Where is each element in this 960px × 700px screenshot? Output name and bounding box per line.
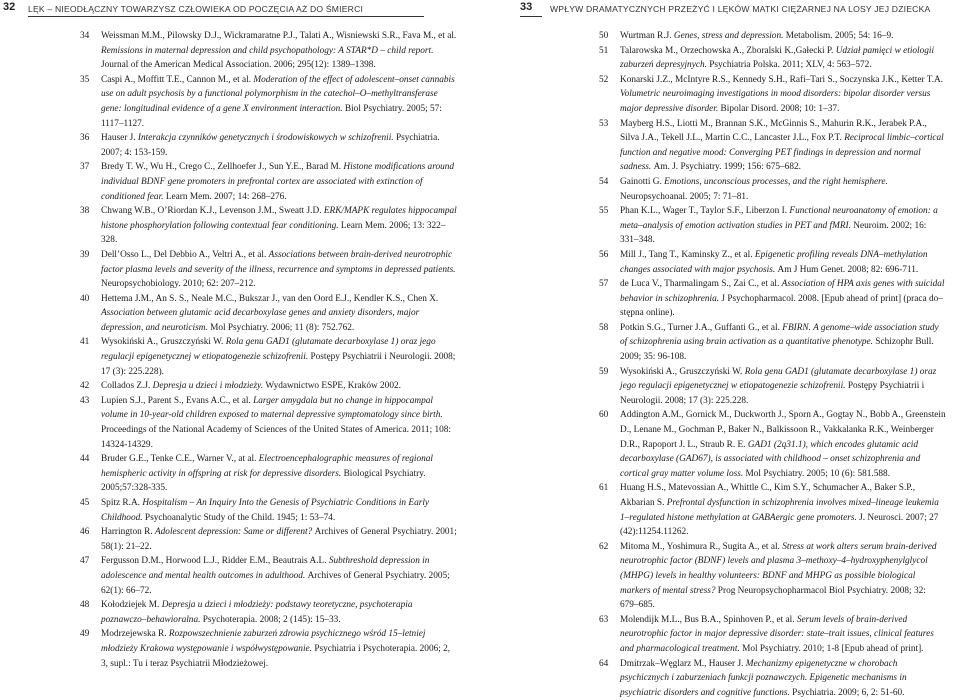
reference-title: FBIRN. A genome–wide association study of schizophrenia using brain activation as a quantitative phenotype.: [620, 322, 939, 348]
reference-citation: Psychiatria Polska. 2011; XLV, 4: 563–572.: [709, 60, 872, 71]
reference-citation: J. Neurosci. 2007; 27 (42):11254.11262.: [620, 512, 939, 538]
reference-number: 42: [80, 381, 90, 392]
reference-citation: Molendijk M.L., Bus B.A., Spinhoven P., et al.: [620, 614, 797, 625]
reference-text: [620, 177, 888, 202]
reference-text: [620, 250, 927, 275]
reference-title: Genes, stress and depression.: [673, 31, 786, 41]
reference-item: [599, 117, 946, 175]
reference-citation: Potkin S.G., Turner J.A., Guffanti G., et al.: [620, 322, 783, 333]
reference-text: [620, 659, 907, 698]
reference-item: [599, 408, 946, 481]
reference-item: [80, 160, 458, 204]
reference-title: Epigenetic profiling reveals DNA–methylation changes associated with major psychosis.: [620, 249, 928, 275]
reference-number: 37: [80, 162, 90, 173]
reference-item: [80, 292, 458, 336]
reference-citation: Prog Neuropsychopharmacol Biol Psychiatry. 2008; 32: 679–685.: [620, 585, 926, 611]
reference-number: 63: [599, 614, 609, 625]
reference-number: 47: [80, 556, 90, 567]
reference-citation: Bipolar Disord. 2008; 10: 1–37.: [720, 103, 840, 114]
page-number: 33: [520, 1, 533, 13]
reference-citation: Am. J. Psychiatry. 1999; 156: 675–682.: [653, 162, 801, 173]
reference-citation: Hettema J.M., An S. S., Neale M.C., Bukszar J., van den Oord E.J., Kendler K.S., Chen X.: [101, 293, 439, 304]
reference-citation: Metabolism. 2005; 54: 16–9.: [785, 31, 894, 41]
reference-item: [599, 248, 946, 277]
reference-item: [80, 554, 458, 598]
reference-item: [80, 394, 458, 452]
reference-item: [80, 131, 458, 160]
running-header: [480, 0, 960, 20]
reference-item: [599, 540, 946, 613]
reference-citation: Proceedings of the National Academy of Sciences of the United States of America. 2011; 108: 14324-14329.: [101, 425, 452, 450]
reference-citation: Neuroim. 2002; 16: 331–348.: [620, 220, 927, 246]
reference-citation: Dmitrzak–Węglarz M., Hauser J.: [620, 658, 746, 669]
reference-title: Reciprocal limbic–cortical function and negative mood: Converging PET findings in depression and normal sadness.: [620, 133, 944, 173]
reference-item: [80, 525, 458, 554]
reference-number: 39: [80, 249, 90, 260]
reference-item: [80, 598, 458, 627]
reference-number: 60: [599, 410, 609, 421]
reference-citation: Archives of General Psychiatry. 2001; 58(1): 21–22.: [101, 527, 457, 552]
reference-title: Rola genu GAD1 (glutamate decarboxylase 1) oraz jego regulacji epigenetycznej w etiopatogenezie schizofrenii.: [101, 337, 436, 363]
reference-number: 34: [80, 31, 90, 41]
reference-citation: Addington A.M., Gornick M., Duckworth J., Sporn A., Gogtay N., Bobb A., Greenstein D., Lenane M., Gochman P., Baker N., Balkissoon R., Vakkalanka R.K., Weinberger D.R., Rapoport J. L., Straub R. E.: [620, 410, 946, 450]
reference-item: [80, 496, 458, 525]
reference-text: [620, 75, 943, 114]
reference-number: 38: [80, 206, 90, 217]
reference-title: Adolescent depression: Same or different?: [154, 527, 315, 538]
reference-text: [101, 556, 450, 595]
reference-title: Histone modifications around individual BDNF gene promoters in prefrontal cortex are associated with extinction of conditioned fear.: [101, 162, 455, 202]
reference-citation: Schizophr Bull. 2009; 35: 96-108.: [620, 337, 934, 363]
reference-item: [599, 29, 946, 44]
reference-list: [80, 29, 458, 671]
reference-citation: Wurtman R.J.: [620, 31, 674, 41]
reference-item: [599, 44, 946, 73]
reference-citation: Talarowska M., Orzechowska A., Zboralski K.,Gałecki P.: [620, 45, 836, 56]
reference-text: [101, 337, 455, 376]
reference-title: Prefrontal dysfunction in schizophrenia involves mixed–lineage leukemia 1–regulated histone methylation at GABAergic gene promoters.: [620, 498, 939, 523]
reference-citation: Phan K.L., Wager T., Taylor S.F., Liberzon I.: [620, 206, 790, 217]
reference-citation: Gainotti G.: [620, 176, 665, 187]
reference-text: [101, 454, 433, 493]
reference-citation: Weissman M.M., Pilowsky D.J., Wickramaratne P.J., Talati A., Wisniewski S.R., Fava M., et al.: [101, 31, 457, 41]
reference-title: Mechanizmy epigenetyczne w chorobach psychicznych i zaburzeniach funkcji poznawczych. Epigenetic mechanisms in psychiatric disorders and cognitive functions.: [620, 658, 907, 698]
reference-number: 51: [599, 45, 609, 56]
reference-title: Volumetric neuroimaging investigations in mood disorders: bipolar disorder versus major depressive disorder.: [620, 89, 931, 114]
reference-citation: Postępy Psychiatrii i Neurologii. 2008; 17 (3): 225.228).: [101, 352, 456, 377]
reference-title: Serum levels of brain-derived neurotrophic factor in major depressive disorder: state–trait issues, clinical features and pharmacological treatment.: [620, 614, 934, 654]
reference-text: [620, 46, 934, 71]
reference-item: [599, 73, 946, 117]
reference-title: Remissions in maternal depression and child psychopathology: A STAR*D – child report.: [101, 45, 434, 56]
reference-item: [599, 481, 946, 539]
reference-citation: Wysokiński A., Gruszczyński W.: [620, 366, 745, 377]
reference-text: [620, 542, 937, 610]
reference-title: Rola genu GAD1 (glutamate decarboxylase 1) oraz jego regulacji epigenetycznej w etiopatogenezie schizofrenii.: [620, 366, 937, 392]
reference-title: Associations between brain-derived neurotrophic factor plasma levels and severity of the illness, recurrence and symptoms in depressed patients.: [101, 249, 456, 275]
reference-citation: Wysokiński A., Gruszczyński W.: [101, 337, 226, 348]
reference-citation: Biological Psychiatry. 2005;57:328-335.: [101, 468, 426, 494]
reference-citation: Hauser J.: [101, 133, 138, 144]
reference-text: [101, 294, 438, 333]
reference-citation: Mol Psychiatry. 2006; 11 (8): 752.762.: [210, 322, 355, 333]
reference-text: [620, 367, 936, 406]
reference-title: Depresja u dzieci i młodzieży.: [152, 381, 266, 392]
reference-title: Association between glutamic acid decarboxylase genes and anxiety disorders, major depression, and neuroticism.: [101, 308, 420, 333]
reference-citation: Fergusson D.M., Horwood L.J., Ridder E.M., Beautrais A.L.: [101, 556, 329, 567]
reference-citation: Mitoma M., Yoshimura R., Sugita A., et al.: [620, 541, 783, 552]
reference-item: [80, 204, 458, 248]
reference-number: 62: [599, 541, 609, 552]
header-rule: [28, 16, 424, 17]
running-title: LĘK – NIEODŁĄCZNY TOWARZYSZ CZŁOWIEKA OD POCZĘCIA AŻ DO ŚMIERCI: [28, 4, 364, 14]
reference-citation: Modrzejewska R.: [101, 629, 169, 640]
reference-title: Emotions, unconscious processes, and the right hemisphere.: [664, 176, 888, 187]
reference-citation: Psychiatria. 2007; 4: 153-159.: [101, 133, 440, 158]
reference-number: 45: [80, 498, 90, 508]
reference-number: 53: [599, 118, 609, 129]
reference-title: Rozpowszechnienie zaburzeń zdrowia psychicznego wśród 15–letniej młodzieży Krakowa występowanie i współwystępowanie.: [101, 629, 426, 654]
reference-number: 58: [599, 322, 609, 333]
reference-title: Hospitalism – An Inquiry Into the Genesis of Psychiatric Conditions in Early Childhood.: [101, 498, 430, 523]
reference-text: [101, 133, 440, 158]
reference-citation: Am J Hum Genet. 2008; 82: 696-711.: [777, 264, 919, 275]
reference-title: GAD1 (2q31.1), which encodes glutamic acid decarboxylase (GAD67), is associated with childhood – onset schizophrenia and cortical gray matter volume loss.: [620, 439, 921, 479]
reference-citation: Mol Psychiatry. 2010; 1-8 [Epub ahead of print].: [742, 643, 924, 654]
reference-text: [101, 527, 457, 552]
reference-item: [80, 379, 458, 394]
reference-number: 43: [80, 395, 90, 406]
reference-item: [80, 248, 458, 292]
reference-text: [101, 75, 455, 129]
reference-citation: Psychiatria i Psychoterapia. 2006; 2, 3, supl.: Tu i teraz Psychiatrii Młodzieżowej.: [101, 643, 451, 669]
reference-title: Interakcja czynników genetycznych i środowiskowych w schizofrenii.: [137, 133, 396, 144]
reference-text: [620, 31, 893, 41]
running-title: WPŁYW DRAMATYCZNYCH PRZEŻYĆ I LĘKÓW MATKI CIĘŻARNEJ NA LOSY JEJ DZIECKA: [550, 4, 931, 14]
reference-title: Larger amygdala but no change in hippocampal volume in 10-year-old children exposed to maternal depressive symptomatology since birth.: [101, 395, 443, 421]
reference-citation: Bredy T. W., Wu H., Crego C., Zellhoefer J., Sun Y.E., Barad M.: [101, 162, 344, 173]
reference-number: 44: [80, 454, 90, 465]
reference-item: [599, 365, 946, 409]
header-rule: [520, 16, 542, 17]
reference-number: 55: [599, 206, 609, 217]
reference-citation: Lupien S.J., Parent S., Evans A.C., et al.: [101, 395, 254, 406]
reference-number: 57: [599, 279, 609, 290]
reference-citation: Huang H.S., Matevossian A., Whittle C., Kim S.Y., Schumacher A., Baker S.P., Akbarian S.: [620, 483, 916, 508]
reference-number: 54: [599, 176, 609, 187]
reference-item: [599, 204, 946, 248]
reference-text: [620, 119, 944, 173]
reference-text: [620, 279, 945, 318]
reference-text: [101, 381, 401, 391]
reference-title: Subthreshold depression in adolescence and mental health outcomes in adulthood.: [101, 556, 430, 581]
reference-item: [599, 277, 946, 321]
reference-citation: Dell’Osso L., Del Debbio A., Veltri A., et al.: [101, 249, 269, 260]
reference-text: [620, 483, 939, 537]
reference-citation: Biol Psychiatry. 2005; 57: 1117–1127.: [101, 103, 442, 129]
reference-citation: Journal of the American Medical Association. 2006; 295(12): 1389–1398.: [101, 60, 376, 71]
reference-title: ERK/MAPK regulates hippocampal histone phosphorylation following contextual fear conditioning.: [101, 206, 457, 231]
reference-title: Functional neuroanatomy of emotion: a meta–analysis of emotion activation studies in PET and fMRI.: [620, 206, 938, 231]
reference-number: 61: [599, 483, 609, 494]
reference-citation: Archives of General Psychiatry. 2005; 62(1): 66–72.: [101, 570, 450, 596]
reference-text: [101, 250, 456, 289]
reference-number: 41: [80, 337, 90, 348]
reference-citation: Spitz R.A.: [101, 498, 143, 508]
reference-citation: J Psychopharmacol. 2008. [Epub ahead of print] (praca do–stępna online).: [620, 293, 943, 319]
right-page: [480, 0, 960, 698]
reference-citation: Neuropsychobiology. 2010; 62: 207–212.: [101, 279, 256, 290]
reference-title: Electroencephalographic measures of regional hemispheric activity in offspring at risk for depressive disorders.: [101, 454, 434, 479]
reference-citation: Mol Psychiatry. 2005; 10 (6): 581.588.: [745, 468, 891, 479]
reference-citation: Learn Mem. 2007; 14: 268–276.: [165, 191, 287, 202]
reference-citation: Mayberg H.S., Liotti M., Brannan S.K., McGinnis S., Mahurin R.K., Jerabek P.A., Silva J.A., Tekell J.L., Martin C.C., Lancaster J.L., Fox P.T.: [620, 118, 927, 144]
reference-number: 52: [599, 74, 609, 85]
reference-citation: Mill J., Tang T., Kaminsky Z., et al.: [620, 249, 755, 260]
left-page: [0, 0, 480, 669]
reference-citation: Bruder G.E., Tenke C.E., Warner V., at al.: [101, 454, 259, 465]
reference-title: Depresja u dzieci i młodzieży: podstawy teoretyczne, psychoterapia poznawczo–behawioralna.: [101, 600, 413, 625]
reference-item: [599, 321, 946, 365]
reference-citation: Kołodziejek M.: [101, 600, 162, 611]
reference-number: 56: [599, 249, 609, 260]
reference-citation: Neuropsychoanal. 2005; 7: 71–81.: [620, 191, 749, 202]
reference-citation: Learn Mem. 2006; 13: 322–328.: [101, 220, 446, 246]
reference-citation: Psychoanalytic Study of the Child. 1945; 1: 53–74.: [144, 512, 336, 523]
reference-item: [80, 73, 458, 131]
reference-item: [80, 29, 458, 73]
reference-item: [599, 175, 946, 204]
reference-citation: Konarski J.Z., McIntyre R.S., Kennedy S.H., Rafi–Tari S., Soczynska J.K., Ketter T.A.: [620, 74, 944, 85]
reference-text: [101, 629, 450, 668]
reference-text: [620, 323, 939, 362]
running-header: [0, 0, 480, 20]
reference-text: [101, 600, 412, 625]
reference-number: 40: [80, 293, 90, 304]
reference-number: 46: [80, 527, 90, 538]
reference-citation: Wydawnictwo ESPE, Kraków 2002.: [265, 381, 401, 392]
reference-number: 49: [80, 629, 90, 640]
reference-citation: Chwang W.B., O’Riordan K.J., Levenson J.M., Sweatt J.D.: [101, 206, 324, 217]
reference-citation: Caspi A., Moffitt T.E., Cannon M., et al.: [101, 74, 254, 85]
reference-number: 50: [599, 31, 609, 41]
reference-number: 64: [599, 658, 609, 669]
reference-citation: Harrington R.: [101, 527, 155, 538]
reference-text: [101, 498, 429, 523]
reference-title: Association of HPA axis genes with suicidal behavior in schizophrenia.: [620, 279, 945, 304]
reference-text: [620, 410, 946, 478]
reference-list: [599, 29, 946, 700]
reference-title: Stress at work alters serum brain-derived neurotrophic factor (BDNF) levels and plasma 3–methoxy–4–hydroxyphenylglycol (MHPG) levels in healthy volunteers: BDNF and MHPG as possible biological markers of mental stress?: [620, 541, 937, 596]
reference-item: [80, 627, 458, 671]
reference-citation: Psychiatria. 2009; 6, 2: 51-60.: [792, 687, 905, 698]
reference-item: [80, 452, 458, 496]
reference-item: [599, 613, 946, 657]
reference-item: [599, 657, 946, 700]
reference-number: 59: [599, 366, 609, 377]
reference-citation: Collados Z.J.: [101, 381, 153, 392]
reference-citation: Postępy Psychiatrii i Neurologii. 2008; 17 (3): 225.228.: [620, 381, 925, 406]
reference-text: [101, 162, 454, 201]
reference-text: [101, 31, 456, 70]
reference-number: 36: [80, 133, 90, 144]
reference-item: [80, 335, 458, 379]
reference-text: [620, 615, 934, 654]
reference-title: Udział pamięci w etiologii zaburzeń depresyjnych.: [620, 45, 935, 71]
reference-citation: Psychoterapia. 2008; 2 (145): 15–33.: [202, 614, 341, 625]
reference-title: Moderation of the effect of adolescent–onset cannabis use on adult psychosis by a functional polymorphism in the catechol–O–methyltransferase gene: longitudinal evidence of a gene X environment interaction.: [101, 74, 455, 114]
reference-text: [620, 206, 938, 245]
page-number: 32: [3, 1, 16, 13]
reference-number: 35: [80, 74, 90, 85]
reference-text: [101, 206, 457, 245]
reference-citation: de Luca V., Tharmalingam S., Zai C., et al.: [620, 279, 782, 290]
reference-text: [101, 396, 451, 450]
reference-number: 48: [80, 600, 90, 611]
